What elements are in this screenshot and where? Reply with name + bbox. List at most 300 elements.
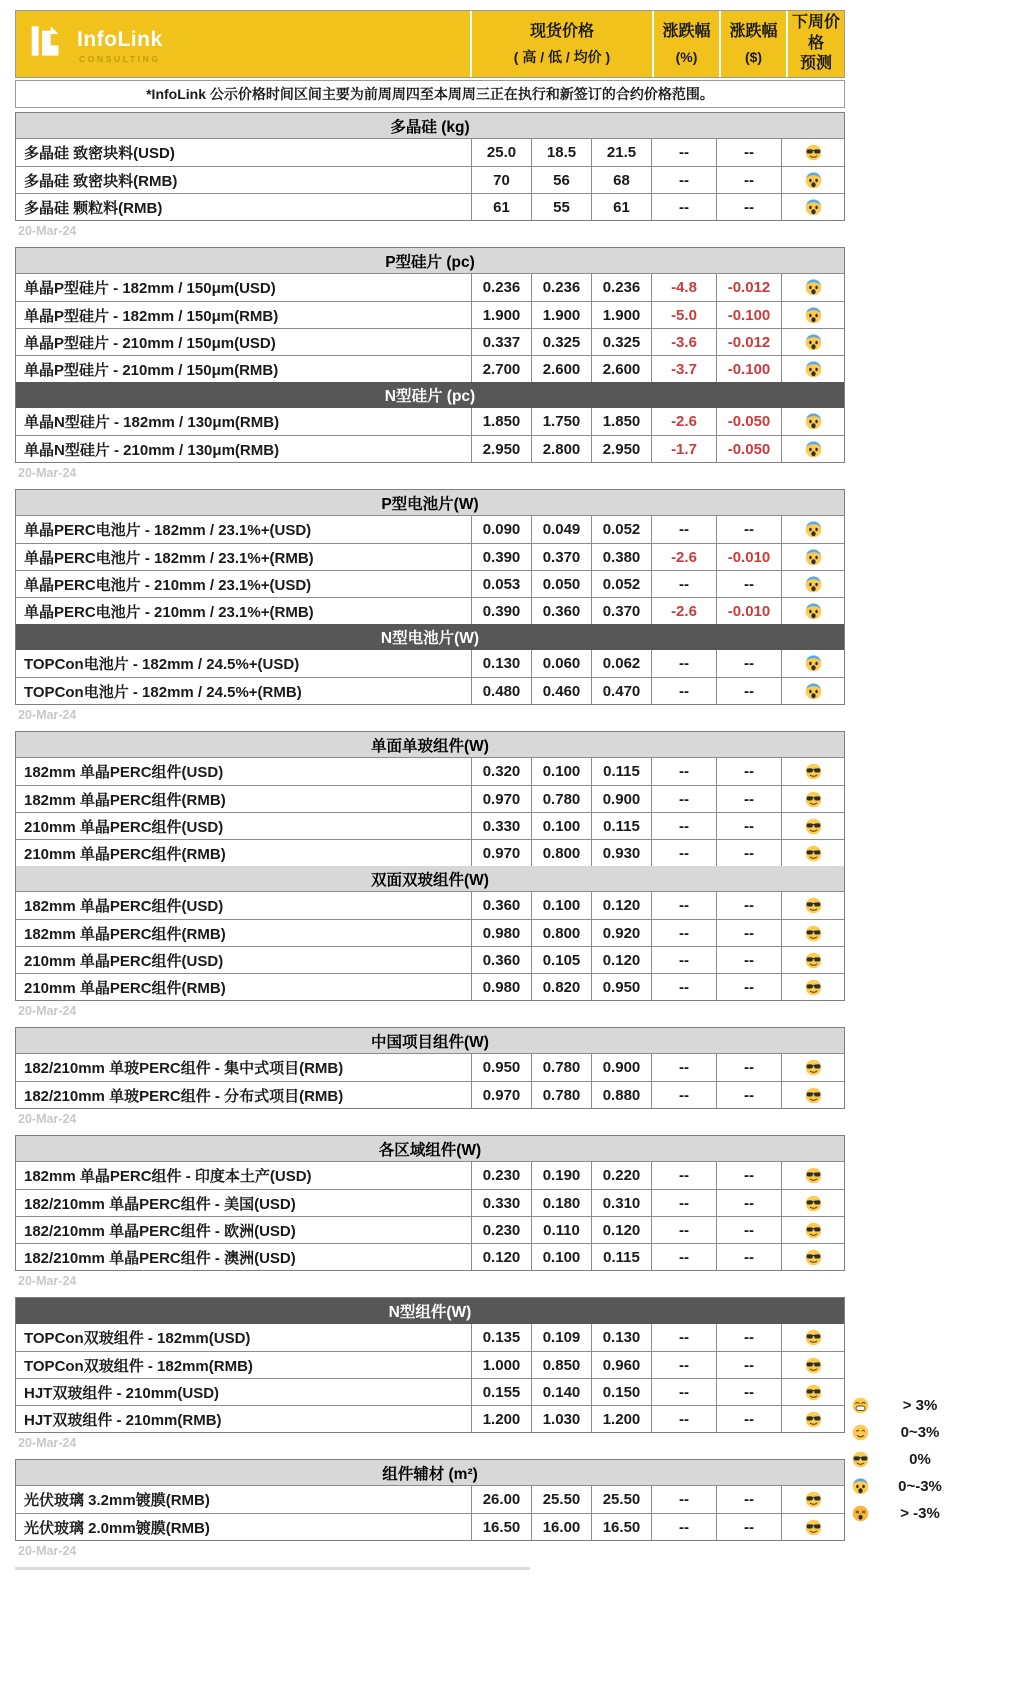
change-pct: -- — [651, 194, 716, 220]
table-row — [16, 570, 844, 597]
smile-emoji-icon — [852, 1424, 876, 1441]
sunglasses-emoji-icon — [781, 920, 844, 946]
price-avg: 2.600 — [591, 356, 651, 382]
sunglasses-emoji-icon — [781, 1379, 844, 1405]
price-avg: 1.850 — [591, 408, 651, 435]
change-pct: -- — [651, 1352, 716, 1378]
forecast-subtitle: 预测 — [799, 55, 832, 73]
table-row — [16, 1189, 844, 1216]
scream-emoji-icon — [781, 678, 844, 704]
table-header — [15, 10, 845, 78]
price-low: 0.049 — [531, 516, 591, 543]
price-avg: 2.950 — [591, 436, 651, 462]
change-usd: -- — [716, 1162, 781, 1189]
change-pct: -- — [651, 167, 716, 193]
price-low: 2.600 — [531, 356, 591, 382]
price-low: 0.110 — [531, 1217, 591, 1243]
change-usd: -0.050 — [716, 408, 781, 435]
header-logo-cell — [16, 11, 470, 77]
price-high: 0.135 — [471, 1324, 531, 1351]
date-label: 20-Mar-24 — [18, 708, 77, 722]
scream-emoji-icon — [781, 329, 844, 355]
astonished-emoji-icon — [852, 1505, 876, 1522]
price-high: 0.360 — [471, 947, 531, 973]
price-avg: 0.470 — [591, 678, 651, 704]
column-header-change-pct — [652, 11, 719, 77]
row-label: 182mm 单晶PERC组件(USD) — [24, 898, 224, 915]
change-usd: -- — [716, 892, 781, 919]
scream-emoji-icon — [852, 1478, 876, 1495]
price-avg: 0.115 — [591, 813, 651, 839]
change-pct: -2.6 — [651, 408, 716, 435]
row-label: 182/210mm 单晶PERC组件 - 澳洲(USD) — [24, 1249, 296, 1267]
row-label: 210mm 单晶PERC组件(USD) — [24, 952, 224, 970]
brand-tagline: CONSULTING — [79, 53, 161, 64]
price-block — [15, 1027, 845, 1109]
row-label: 210mm 单晶PERC组件(RMB) — [24, 979, 226, 997]
change-pct: -- — [651, 139, 716, 166]
price-low: 0.100 — [531, 1244, 591, 1270]
change-usd: -- — [716, 1379, 781, 1405]
price-high: 1.900 — [471, 302, 531, 328]
table-row — [16, 301, 844, 328]
table-row — [16, 328, 844, 355]
price-high: 0.236 — [471, 274, 531, 301]
section-header: P型硅片 (pc) — [16, 248, 844, 274]
price-block — [15, 112, 845, 221]
change-usd: -0.010 — [716, 598, 781, 624]
price-avg: 0.370 — [591, 598, 651, 624]
table-row — [16, 166, 844, 193]
table-row — [16, 919, 844, 946]
price-low: 0.105 — [531, 947, 591, 973]
price-avg: 0.310 — [591, 1190, 651, 1216]
price-high: 16.50 — [471, 1514, 531, 1540]
change-pct: -- — [651, 892, 716, 919]
sunglasses-emoji-icon — [781, 813, 844, 839]
sunglasses-emoji-icon — [781, 892, 844, 919]
change-usd: -- — [716, 1054, 781, 1081]
price-low: 1.750 — [531, 408, 591, 435]
forecast-legend — [852, 1392, 982, 1527]
change-pct: -4.8 — [651, 274, 716, 301]
table-row — [16, 408, 844, 435]
price-block — [15, 247, 845, 463]
price-low: 0.325 — [531, 329, 591, 355]
scream-emoji-icon — [781, 302, 844, 328]
change-usd: -- — [716, 1486, 781, 1513]
change-pct: -1.7 — [651, 436, 716, 462]
price-low: 0.820 — [531, 974, 591, 1000]
row-label: 单晶PERC电池片 - 210mm / 23.1%+(RMB) — [24, 603, 314, 621]
legend-item — [852, 1473, 982, 1500]
price-low: 0.109 — [531, 1324, 591, 1351]
section-header: P型电池片(W) — [16, 490, 844, 516]
change-usd: -- — [716, 1352, 781, 1378]
infolink-logo-icon — [30, 23, 68, 66]
price-avg: 0.236 — [591, 274, 651, 301]
price-high: 0.970 — [471, 840, 531, 866]
date-label: 20-Mar-24 — [18, 1004, 77, 1018]
price-avg: 0.950 — [591, 974, 651, 1000]
price-low: 0.190 — [531, 1162, 591, 1189]
change-pct: -- — [651, 650, 716, 677]
spot-price-subtitle: ( 高 / 低 / 均价 ) — [513, 48, 611, 65]
change-usd: -0.050 — [716, 436, 781, 462]
table-row — [16, 758, 844, 785]
sunglasses-emoji-icon — [781, 1244, 844, 1270]
change-pct: -- — [651, 1244, 716, 1270]
price-high: 0.090 — [471, 516, 531, 543]
change-pct: -- — [651, 1379, 716, 1405]
row-label: 多晶硅 颗粒料(RMB) — [24, 199, 163, 217]
price-high: 0.120 — [471, 1244, 531, 1270]
row-label: 182/210mm 单晶PERC组件 - 欧洲(USD) — [24, 1222, 296, 1240]
change-pct: -- — [651, 786, 716, 812]
row-label: TOPCon双玻组件 - 182mm(RMB) — [24, 1357, 253, 1375]
table-row — [16, 1054, 844, 1081]
row-label: HJT双玻组件 - 210mm(USD) — [24, 1384, 220, 1402]
price-avg: 0.052 — [591, 571, 651, 597]
table-row — [16, 973, 844, 1000]
sunglasses-emoji-icon — [781, 786, 844, 812]
price-low: 0.460 — [531, 678, 591, 704]
table-row — [16, 1513, 844, 1540]
change-usd: -0.100 — [716, 302, 781, 328]
row-label: 182/210mm 单晶PERC组件 - 美国(USD) — [24, 1195, 296, 1213]
price-high: 0.980 — [471, 920, 531, 946]
change-usd: -- — [716, 974, 781, 1000]
row-label: 单晶PERC电池片 - 182mm / 23.1%+(RMB) — [24, 549, 314, 567]
row-label: TOPCon双玻组件 - 182mm(USD) — [24, 1330, 251, 1347]
change-pct: -- — [651, 1514, 716, 1540]
price-low: 0.050 — [531, 571, 591, 597]
price-high: 0.230 — [471, 1217, 531, 1243]
change-usd: -- — [716, 1082, 781, 1108]
sunglasses-emoji-icon — [781, 974, 844, 1000]
price-avg: 0.120 — [591, 947, 651, 973]
price-high: 0.230 — [471, 1162, 531, 1189]
change-usd: -- — [716, 1190, 781, 1216]
price-block — [15, 489, 845, 705]
row-label: 多晶硅 致密块料(RMB) — [24, 172, 178, 190]
price-high: 1.850 — [471, 408, 531, 435]
change-pct: -3.6 — [651, 329, 716, 355]
change-pct: -- — [651, 1082, 716, 1108]
scream-emoji-icon — [781, 408, 844, 435]
row-label: 210mm 单晶PERC组件(USD) — [24, 818, 224, 836]
table-row — [16, 1162, 844, 1189]
price-high: 0.155 — [471, 1379, 531, 1405]
change-pct: -- — [651, 758, 716, 785]
change-pct: -- — [651, 1217, 716, 1243]
sunglasses-emoji-icon — [781, 1514, 844, 1540]
price-block — [15, 1459, 845, 1541]
change-pct: -- — [651, 974, 716, 1000]
sunglasses-emoji-icon — [781, 840, 844, 866]
change-usd-title: 涨跌幅 — [729, 23, 778, 40]
price-low: 55 — [531, 194, 591, 220]
sunglasses-emoji-icon — [781, 1406, 844, 1432]
change-pct: -- — [651, 840, 716, 866]
price-high: 0.330 — [471, 813, 531, 839]
price-avg: 0.115 — [591, 1244, 651, 1270]
price-low: 0.800 — [531, 920, 591, 946]
table-row — [16, 839, 844, 866]
price-high: 0.130 — [471, 650, 531, 677]
note-bar: *InfoLink 公示价格时间区间主要为前周周四至本周周三正在执行和新签订的合约价格范围。 — [15, 80, 845, 108]
row-label: 182/210mm 单玻PERC组件 - 集中式项目(RMB) — [24, 1060, 344, 1077]
price-high: 1.200 — [471, 1406, 531, 1432]
change-pct-unit: (%) — [675, 48, 698, 65]
price-avg: 0.920 — [591, 920, 651, 946]
row-label: 单晶N型硅片 - 210mm / 130μm(RMB) — [24, 441, 280, 459]
price-high: 0.330 — [471, 1190, 531, 1216]
change-usd: -- — [716, 1217, 781, 1243]
price-high: 2.950 — [471, 436, 531, 462]
sunglasses-emoji-icon — [852, 1451, 876, 1468]
price-low: 0.780 — [531, 1082, 591, 1108]
price-low: 0.850 — [531, 1352, 591, 1378]
price-table-blocks — [15, 112, 845, 1558]
table-row — [16, 1216, 844, 1243]
row-label: 210mm 单晶PERC组件(RMB) — [24, 845, 226, 863]
table-row — [16, 1351, 844, 1378]
legend-label: 0~3% — [900, 1424, 940, 1441]
change-usd: -- — [716, 947, 781, 973]
price-avg: 0.115 — [591, 758, 651, 785]
grin-emoji-icon — [852, 1397, 876, 1414]
price-avg: 0.930 — [591, 840, 651, 866]
price-low: 0.060 — [531, 650, 591, 677]
price-low: 25.50 — [531, 1486, 591, 1513]
legend-label: 0~-3% — [898, 1478, 942, 1495]
price-high: 0.360 — [471, 892, 531, 919]
price-avg: 61 — [591, 194, 651, 220]
section-header: N型电池片(W) — [16, 624, 844, 650]
price-avg: 1.900 — [591, 302, 651, 328]
price-high: 0.480 — [471, 678, 531, 704]
price-low: 1.900 — [531, 302, 591, 328]
section-header: 单面单玻组件(W) — [16, 732, 844, 758]
price-sheet — [15, 10, 845, 1570]
table-row — [16, 1324, 844, 1351]
row-label: 单晶P型硅片 - 182mm / 150μm(USD) — [24, 280, 276, 297]
section-header: 多晶硅 (kg) — [16, 113, 844, 139]
legend-item — [852, 1500, 982, 1527]
price-high: 1.000 — [471, 1352, 531, 1378]
change-pct-title: 涨跌幅 — [662, 23, 711, 40]
section-header: 组件辅材 (m²) — [16, 1460, 844, 1486]
change-pct: -- — [651, 678, 716, 704]
change-usd: -- — [716, 139, 781, 166]
price-high: 0.337 — [471, 329, 531, 355]
price-avg: 0.062 — [591, 650, 651, 677]
date-label: 20-Mar-24 — [18, 1436, 77, 1450]
table-row — [16, 139, 844, 166]
price-low: 0.360 — [531, 598, 591, 624]
scream-emoji-icon — [781, 436, 844, 462]
change-usd: -- — [716, 813, 781, 839]
price-high: 0.970 — [471, 1082, 531, 1108]
change-usd-unit: ($) — [744, 48, 763, 65]
table-row — [16, 516, 844, 543]
section-header: 双面双玻组件(W) — [16, 866, 844, 892]
price-avg: 0.120 — [591, 892, 651, 919]
price-high: 25.0 — [471, 139, 531, 166]
price-avg: 0.150 — [591, 1379, 651, 1405]
table-row — [16, 812, 844, 839]
table-row — [16, 1378, 844, 1405]
change-usd: -- — [716, 516, 781, 543]
row-label: 单晶PERC电池片 - 182mm / 23.1%+(USD) — [24, 522, 312, 539]
legend-item — [852, 1446, 982, 1473]
change-usd: -- — [716, 1406, 781, 1432]
table-row — [16, 435, 844, 462]
price-avg: 0.130 — [591, 1324, 651, 1351]
row-label: 多晶硅 致密块料(USD) — [24, 145, 175, 162]
price-low: 0.100 — [531, 758, 591, 785]
change-pct: -- — [651, 516, 716, 543]
price-low: 56 — [531, 167, 591, 193]
legend-item — [852, 1392, 982, 1419]
scream-emoji-icon — [781, 516, 844, 543]
price-avg: 0.380 — [591, 544, 651, 570]
change-usd: -- — [716, 840, 781, 866]
table-row — [16, 543, 844, 570]
price-high: 0.970 — [471, 786, 531, 812]
scream-emoji-icon — [781, 598, 844, 624]
price-high: 2.700 — [471, 356, 531, 382]
legend-item — [852, 1419, 982, 1446]
price-low: 0.180 — [531, 1190, 591, 1216]
change-usd: -- — [716, 1324, 781, 1351]
row-label: 182/210mm 单玻PERC组件 - 分布式项目(RMB) — [24, 1087, 344, 1105]
legend-label: 0% — [909, 1451, 931, 1468]
row-label: TOPCon电池片 - 182mm / 24.5%+(RMB) — [24, 683, 302, 701]
table-row — [16, 1081, 844, 1108]
price-low: 18.5 — [531, 139, 591, 166]
legend-label: > 3% — [902, 1397, 938, 1414]
scream-emoji-icon — [781, 356, 844, 382]
change-pct: -- — [651, 1190, 716, 1216]
price-avg: 0.325 — [591, 329, 651, 355]
price-avg: 16.50 — [591, 1514, 651, 1540]
date-label: 20-Mar-24 — [18, 1274, 77, 1288]
change-pct: -- — [651, 1162, 716, 1189]
change-pct: -- — [651, 920, 716, 946]
change-usd: -- — [716, 1514, 781, 1540]
row-label: TOPCon电池片 - 182mm / 24.5%+(USD) — [24, 656, 300, 673]
sunglasses-emoji-icon — [781, 758, 844, 785]
date-label: 20-Mar-24 — [18, 1544, 77, 1558]
column-header-forecast — [786, 11, 844, 77]
price-block — [15, 1135, 845, 1271]
section-header: N型硅片 (pc) — [16, 382, 844, 408]
row-label: 182mm 单晶PERC组件(RMB) — [24, 925, 226, 943]
sunglasses-emoji-icon — [781, 1486, 844, 1513]
table-row — [16, 1405, 844, 1432]
price-low: 1.030 — [531, 1406, 591, 1432]
date-label: 20-Mar-24 — [18, 1112, 77, 1126]
price-low: 0.100 — [531, 892, 591, 919]
row-label: 182mm 单晶PERC组件 - 印度本土产(USD) — [24, 1168, 312, 1185]
row-label: 光伏玻璃 3.2mm镀膜(RMB) — [24, 1492, 210, 1509]
row-label: 182mm 单晶PERC组件(USD) — [24, 764, 224, 781]
table-row — [16, 650, 844, 677]
sunglasses-emoji-icon — [781, 1190, 844, 1216]
change-usd: -0.010 — [716, 544, 781, 570]
change-usd: -- — [716, 758, 781, 785]
row-label: 单晶P型硅片 - 182mm / 150μm(RMB) — [24, 307, 279, 325]
change-usd: -- — [716, 167, 781, 193]
change-usd: -0.100 — [716, 356, 781, 382]
price-high: 61 — [471, 194, 531, 220]
change-pct: -- — [651, 571, 716, 597]
change-pct: -2.6 — [651, 598, 716, 624]
change-pct: -- — [651, 1054, 716, 1081]
forecast-title: 下周价格 — [791, 13, 840, 52]
price-avg: 0.120 — [591, 1217, 651, 1243]
date-label: 20-Mar-24 — [18, 224, 77, 238]
change-usd: -- — [716, 650, 781, 677]
price-low: 0.370 — [531, 544, 591, 570]
price-high: 0.390 — [471, 598, 531, 624]
column-header-spot-price — [470, 11, 652, 77]
price-avg: 0.052 — [591, 516, 651, 543]
row-label: 单晶P型硅片 - 210mm / 150μm(RMB) — [24, 361, 279, 379]
price-avg: 0.960 — [591, 1352, 651, 1378]
table-row — [16, 892, 844, 919]
row-label: 单晶N型硅片 - 182mm / 130μm(RMB) — [24, 414, 280, 431]
table-row — [16, 677, 844, 704]
scream-emoji-icon — [781, 274, 844, 301]
price-low: 0.800 — [531, 840, 591, 866]
price-high: 0.980 — [471, 974, 531, 1000]
change-pct: -- — [651, 1324, 716, 1351]
change-pct: -2.6 — [651, 544, 716, 570]
change-usd: -- — [716, 920, 781, 946]
spot-price-title: 现货价格 — [529, 23, 594, 40]
table-row — [16, 355, 844, 382]
change-pct: -3.7 — [651, 356, 716, 382]
change-usd: -- — [716, 1244, 781, 1270]
price-high: 0.053 — [471, 571, 531, 597]
change-usd: -- — [716, 786, 781, 812]
price-avg: 21.5 — [591, 139, 651, 166]
table-row — [16, 597, 844, 624]
sunglasses-emoji-icon — [781, 139, 844, 166]
scream-emoji-icon — [781, 167, 844, 193]
row-label: 单晶PERC电池片 - 210mm / 23.1%+(USD) — [24, 576, 312, 594]
section-header: 中国项目组件(W) — [16, 1028, 844, 1054]
change-usd: -- — [716, 571, 781, 597]
row-label: 182mm 单晶PERC组件(RMB) — [24, 791, 226, 809]
sunglasses-emoji-icon — [781, 947, 844, 973]
change-usd: -0.012 — [716, 274, 781, 301]
price-low: 0.236 — [531, 274, 591, 301]
sunglasses-emoji-icon — [781, 1324, 844, 1351]
scream-emoji-icon — [781, 571, 844, 597]
scream-emoji-icon — [781, 650, 844, 677]
sunglasses-emoji-icon — [781, 1352, 844, 1378]
price-avg: 0.900 — [591, 1054, 651, 1081]
price-high: 0.390 — [471, 544, 531, 570]
change-usd: -0.012 — [716, 329, 781, 355]
table-row — [16, 274, 844, 301]
sunglasses-emoji-icon — [781, 1162, 844, 1189]
cropped-section-edge — [15, 1567, 530, 1570]
